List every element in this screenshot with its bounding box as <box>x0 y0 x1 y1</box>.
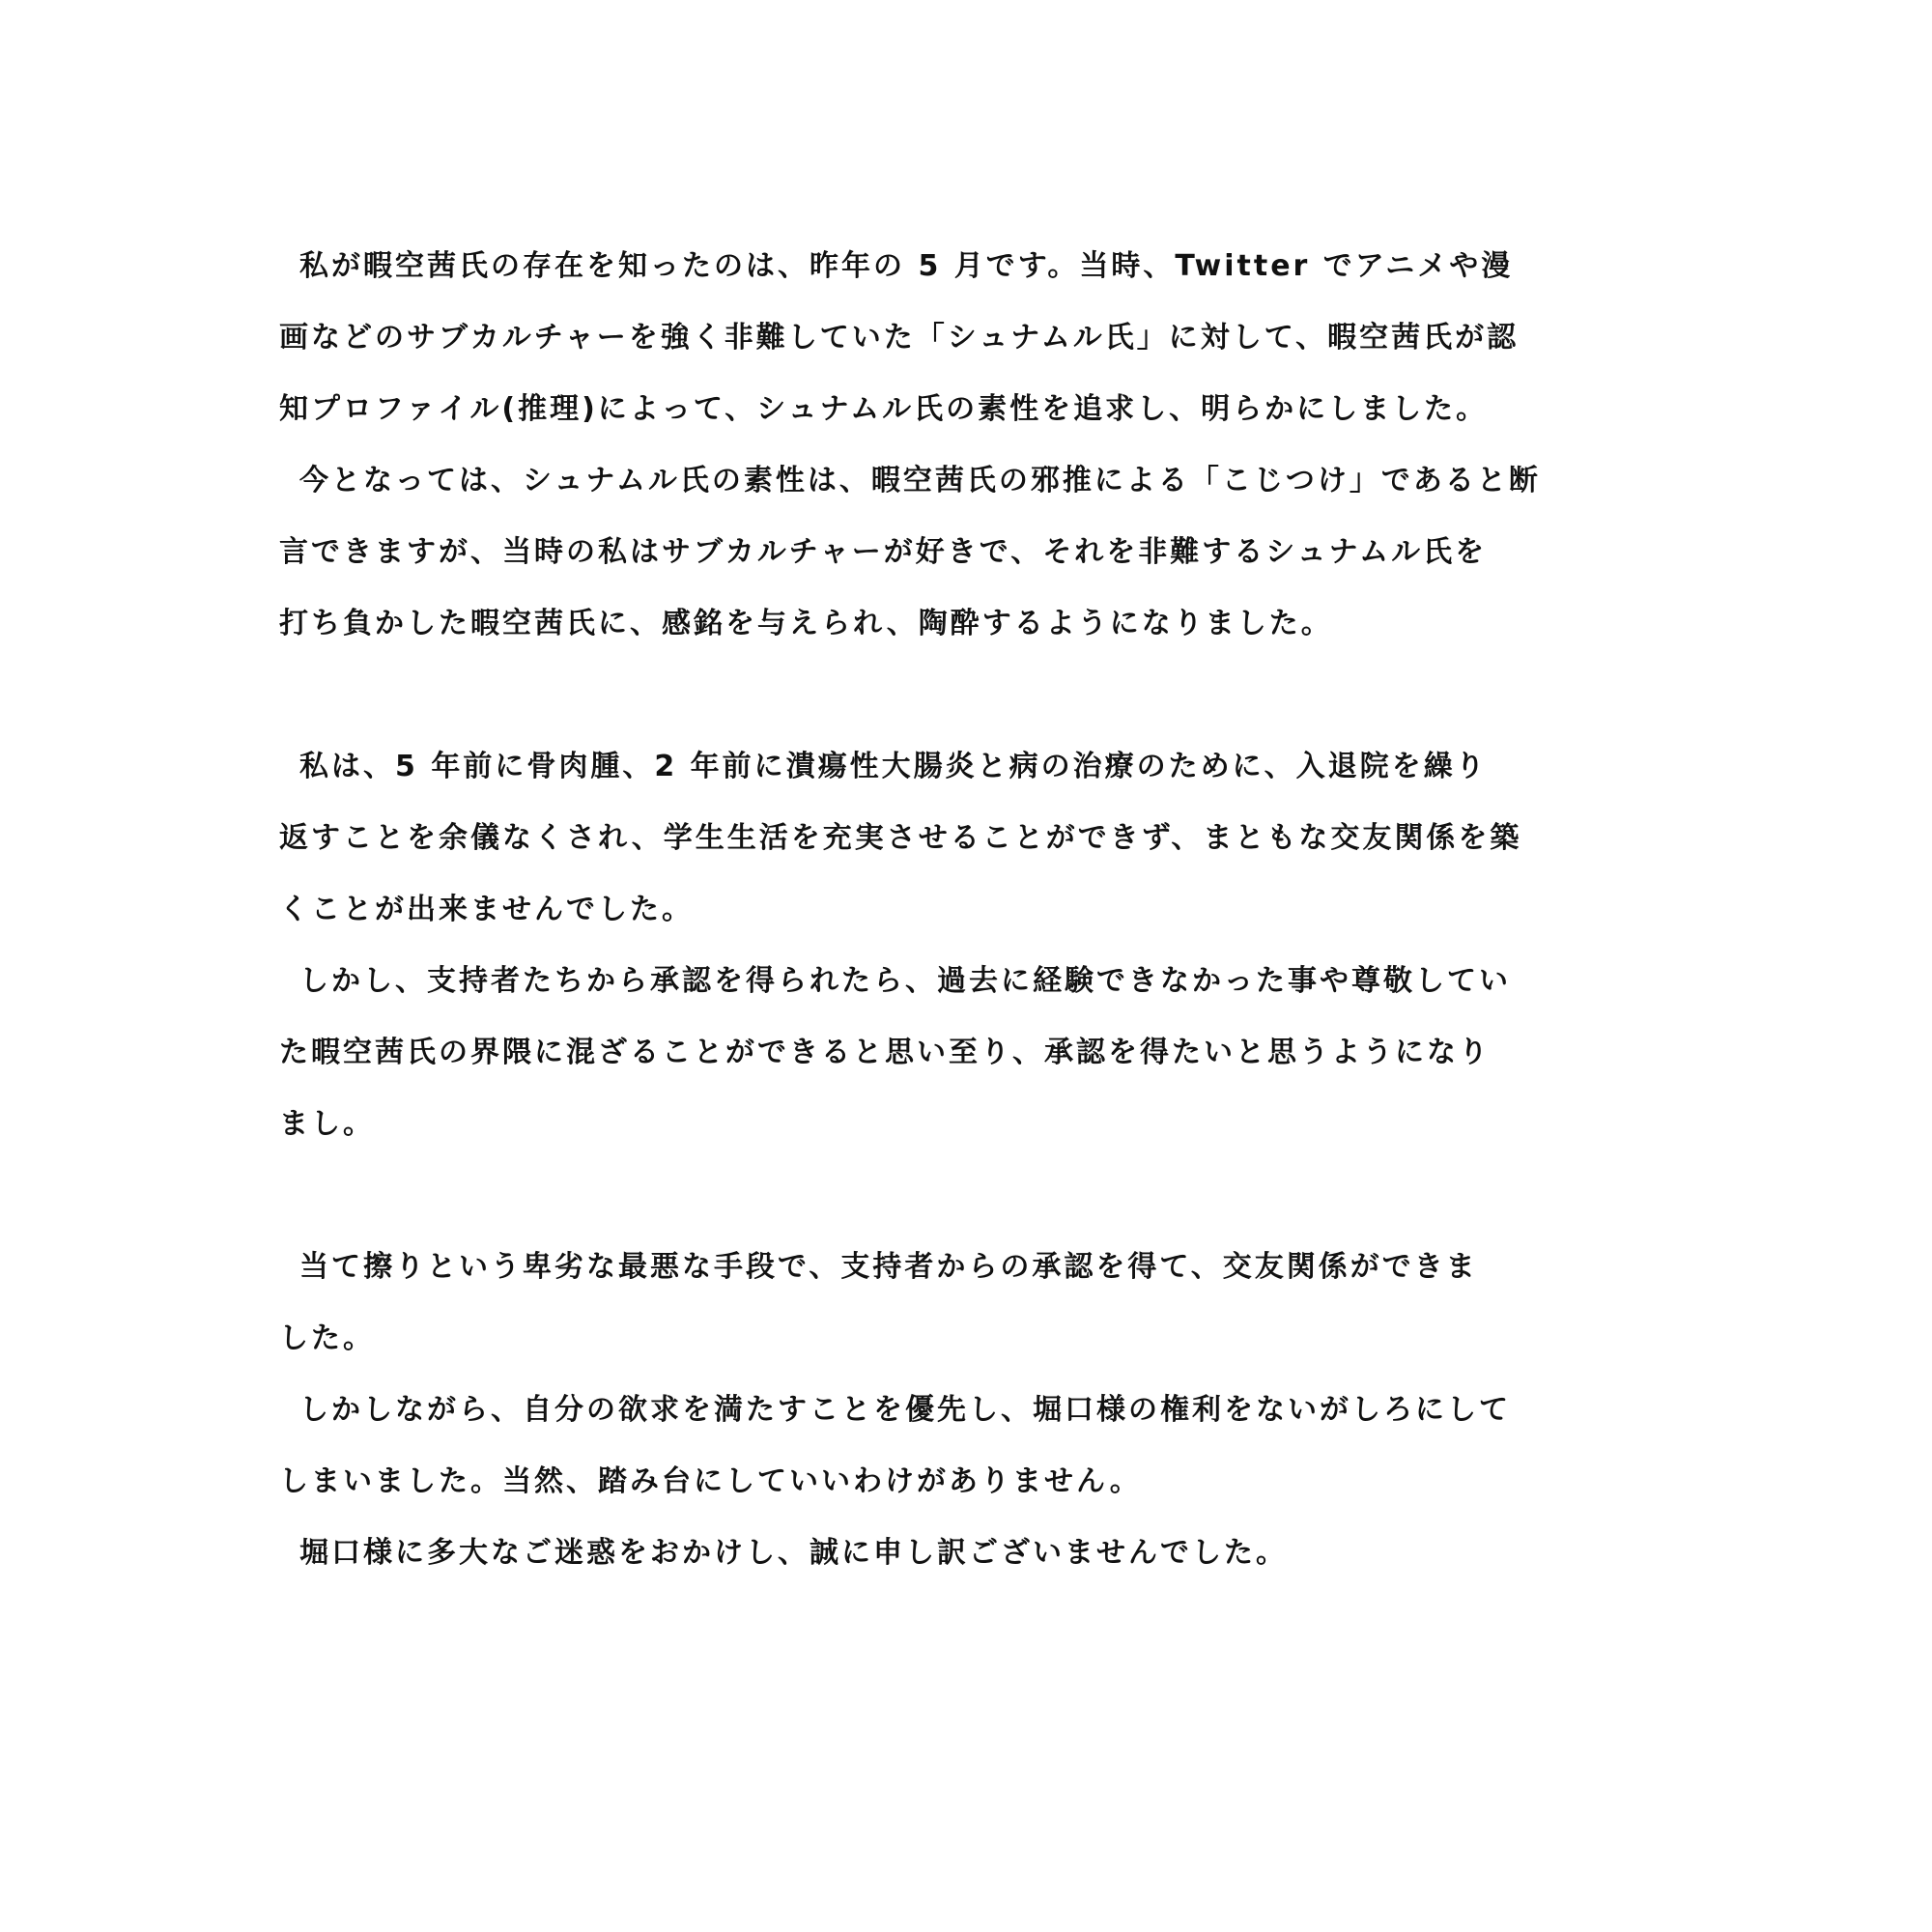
text-line: まし。 <box>279 1107 375 1141</box>
text-line: 堀口様に多大なご迷惑をおかけし、誠に申し訳ございませんでした。 <box>299 1536 1288 1570</box>
text-line: しかし、支持者たちから承認を得られたら、過去に経験できなかった事や尊敬してい <box>299 964 1511 998</box>
text-line: 当て擦りという卑劣な最悪な手段で、支持者からの承認を得て、交友関係ができま <box>299 1250 1478 1284</box>
text-line: くことが出来ませんでした。 <box>279 893 694 926</box>
text-line: しかしながら、自分の欲求を満たすことを優先し、堀口様の権利をないがしろにして <box>299 1393 1511 1427</box>
text-line: 画などのサブカルチャーを強く非難していた「シュナムル氏」に対して、暇空茜氏が認 <box>279 321 1520 355</box>
text-line: 知プロファイル(推理)によって、シュナムル氏の素性を追求し、明らかにしました。 <box>279 392 1489 426</box>
text-line: 私は、5 年前に骨肉腫、2 年前に潰瘍性大腸炎と病の治療のために、入退院を繰り <box>299 750 1488 783</box>
text-line: した。 <box>279 1321 375 1355</box>
text-line: しまいました。当然、踏み台にしていいわけがありません。 <box>279 1464 1142 1498</box>
text-line: 言できますが、当時の私はサブカルチャーが好きで、それを非難するシュナムル氏を <box>279 535 1488 569</box>
text-line: 打ち負かした暇空茜氏に、感銘を与えられ、陶酔するようになりました。 <box>279 607 1333 640</box>
text-line: 返すことを余儀なくされ、学生生活を充実させることができず、まともな交友関係を築 <box>279 821 1522 855</box>
text-line: 私が暇空茜氏の存在を知ったのは、昨年の 5 月です。当時、Twitter でアニメや漫 <box>299 249 1514 283</box>
text-line: た暇空茜氏の界隈に混ざることができると思い至り、承認を得たいと思うようになり <box>279 1036 1491 1069</box>
text-line: 今となっては、シュナムル氏の素性は、暇空茜氏の邪推による「こじつけ」であると断 <box>299 464 1541 497</box>
